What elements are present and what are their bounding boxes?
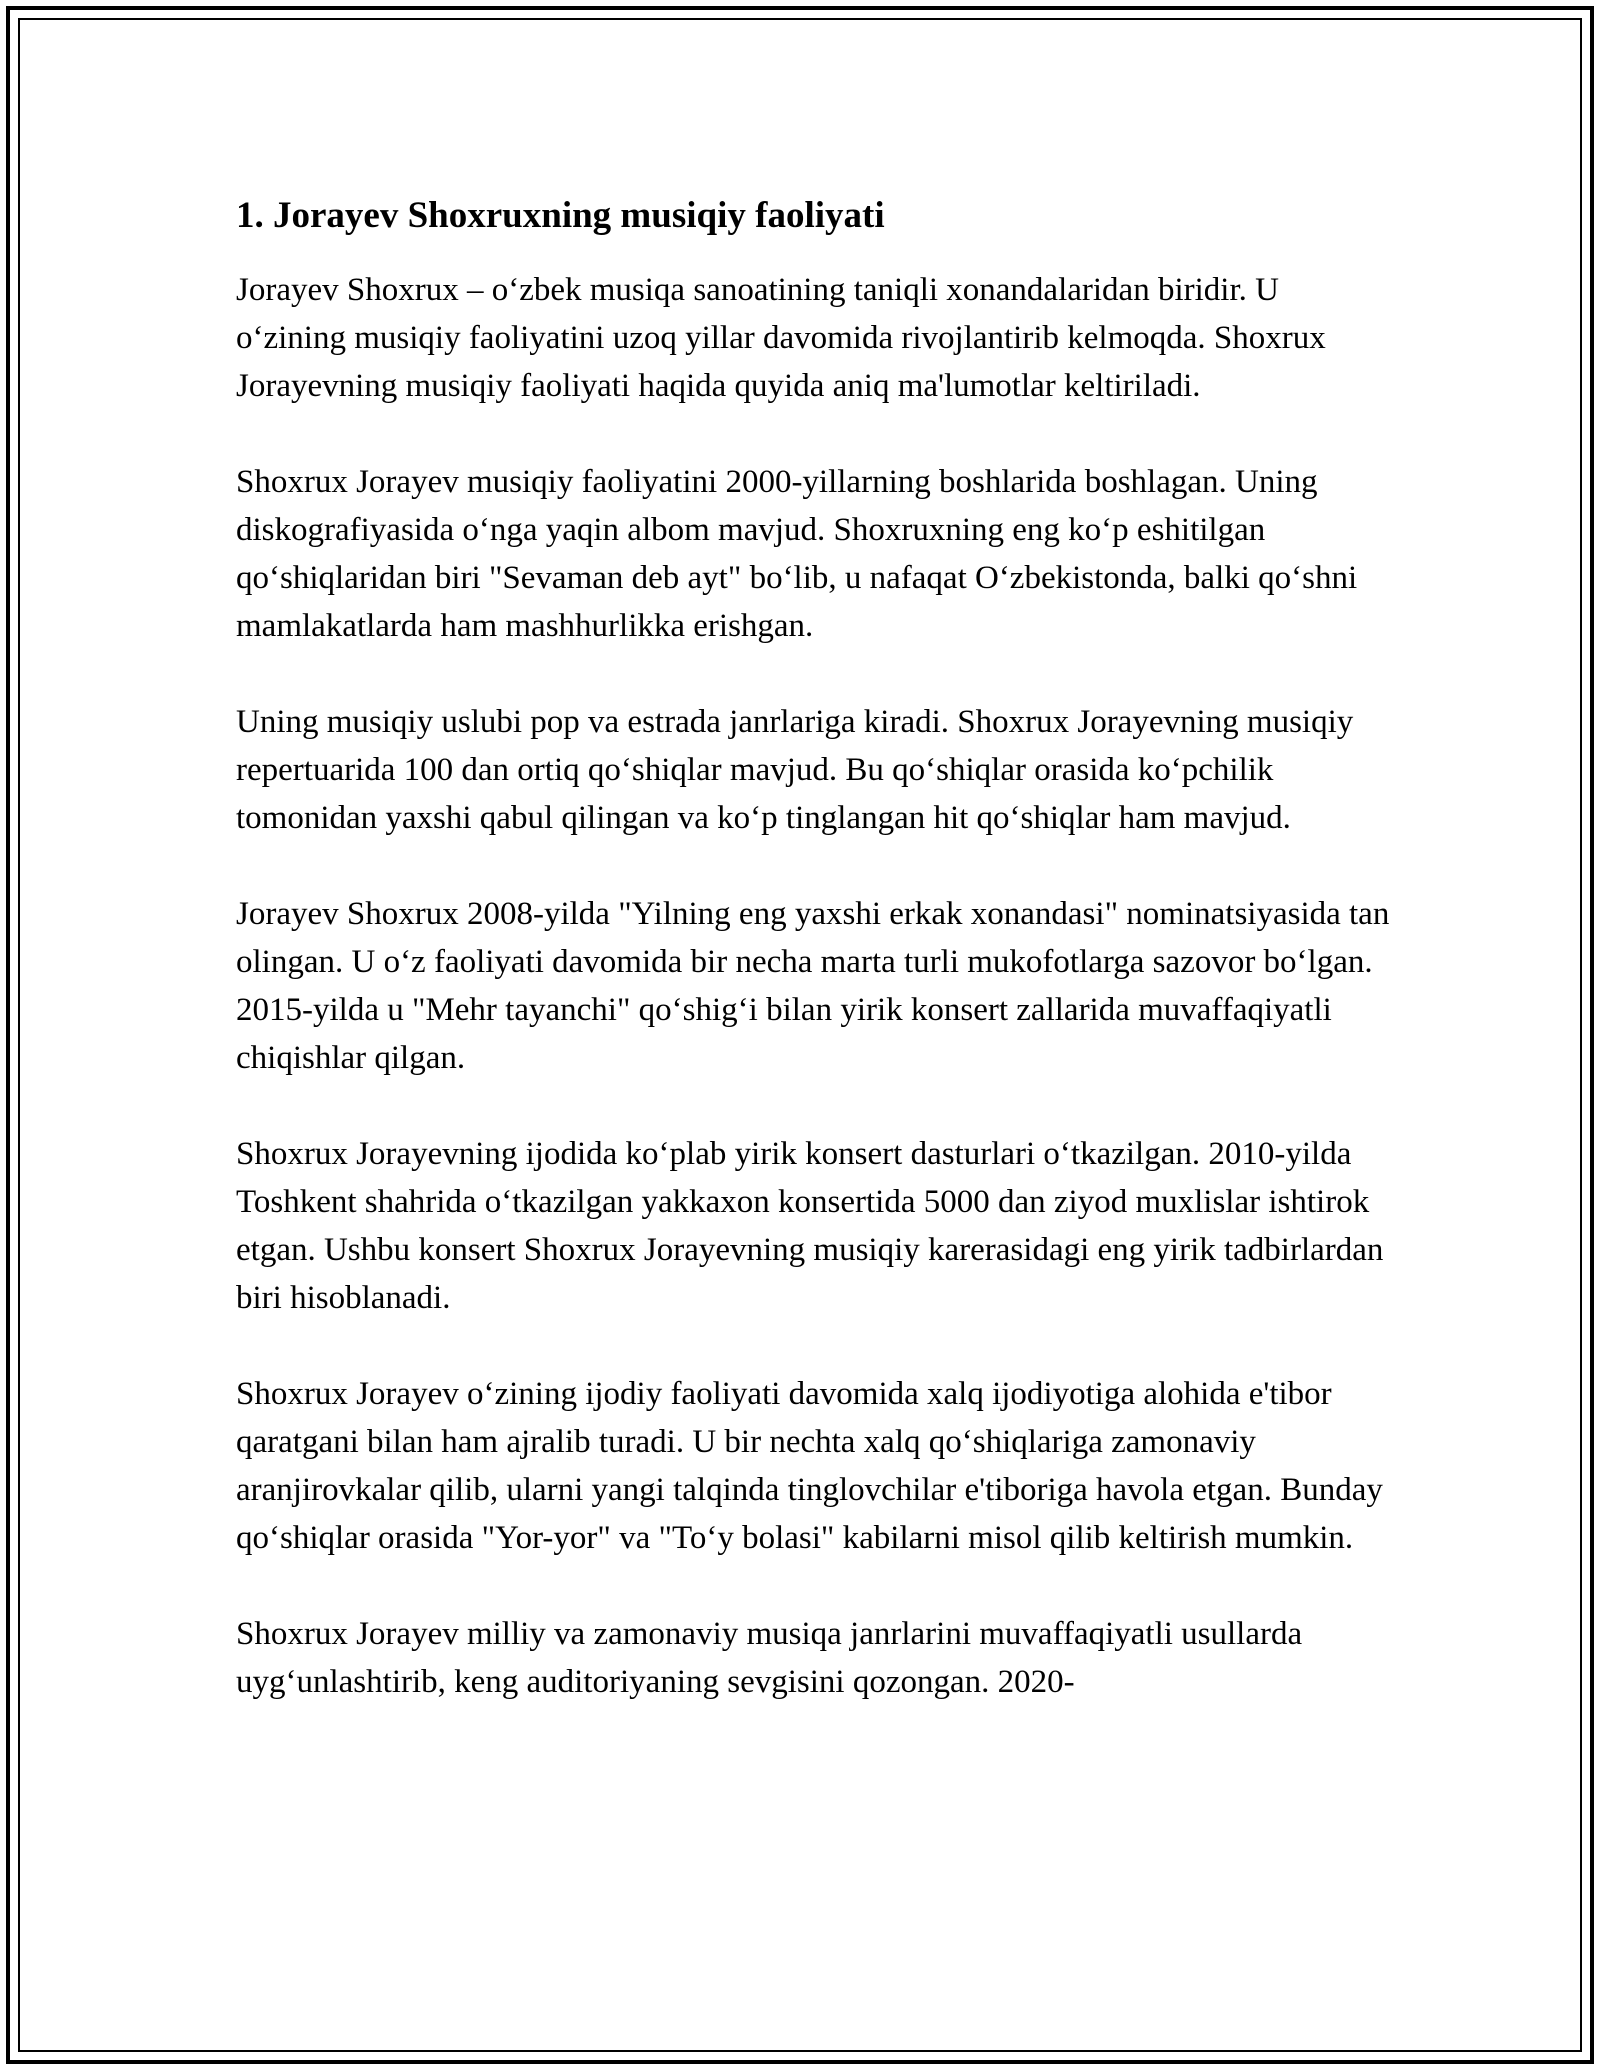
paragraph-fusion: Shoxrux Jorayev milliy va zamonaviy musiqa janrlarini muvaffaqiyatli usullarda uyg‘unlashtirib, keng auditoriyaning sevgisini qozongan. 2020- bbox=[236, 1616, 1303, 1700]
document-body bbox=[236, 186, 1396, 1706]
paragraph-career-start: Shoxrux Jorayev musiqiy faoliyatini 2000-yillarning boshlarida boshlagan. Uning diskografiyasida o‘nga yaqin albom mavjud. Shoxruxning eng ko‘p eshitilgan qo‘shiqlaridan biri "Sevaman deb ayt" bo‘lib, u nafaqat O‘zbekistonda, balki qo‘shni mamlakatlarda ham mashhurlikka erishgan. bbox=[236, 464, 1358, 644]
paragraph-style: Uning musiqiy uslubi pop va estrada janrlariga kiradi. Shoxrux Jorayevning musiqiy repertuarida 100 dan ortiq qo‘shiqlar mavjud. Bu qo‘shiqlar orasida ko‘pchilik tomonidan yaxshi qabul qilingan va ko‘p tinglangan hit qo‘shiqlar ham mavjud. bbox=[236, 704, 1354, 836]
paragraph-concerts: Shoxrux Jorayevning ijodida ko‘plab yirik konsert dasturlari o‘tkazilgan. 2010-yilda Toshkent shahrida o‘tkazilgan yakkaxon konsertida 5000 dan ziyod muxlislar ishtirok etgan. Ushbu konsert Shoxrux Jorayevning musiqiy karerasidagi eng yirik tadbirlardan biri hisoblanadi. bbox=[236, 1136, 1384, 1316]
paragraph-awards: Jorayev Shoxrux 2008-yilda "Yilning eng yaxshi erkak xonandasi" nominatsiyasida tan olingan. U o‘z faoliyati davomida bir necha marta turli mukofotlarga sazovor bo‘lgan. 2015-yilda u "Mehr tayanchi" qo‘shig‘i bilan yirik konsert zallarida muvaffaqiyatli chiqishlar qilgan. bbox=[236, 896, 1390, 1076]
paragraph-intro: Jorayev Shoxrux – o‘zbek musiqa sanoatining taniqli xonandalaridan biridir. U o‘zining musiqiy faoliyatini uzoq yillar davomida rivojlantirib kelmoqda. Shoxrux Jorayevning musiqiy faoliyati haqida quyida aniq ma'lumotlar keltiriladi. bbox=[236, 272, 1326, 404]
paragraph-folk: Shoxrux Jorayev o‘zining ijodiy faoliyati davomida xalq ijodiyotiga alohida e'tibor qaratgani bilan ham ajralib turadi. U bir nechta xalq qo‘shiqlariga zamonaviy aranjirovkalar qilib, ularni yangi talqinda tinglovchilar e'tiboriga havola etgan. Bunday qo‘shiqlar orasida "Yor-yor" va "To‘y bolasi" kabilarni misol qilib keltirish mumkin. bbox=[236, 1376, 1383, 1556]
section-heading: 1. Jorayev Shoxruxning musiqiy faoliyati bbox=[236, 195, 885, 236]
